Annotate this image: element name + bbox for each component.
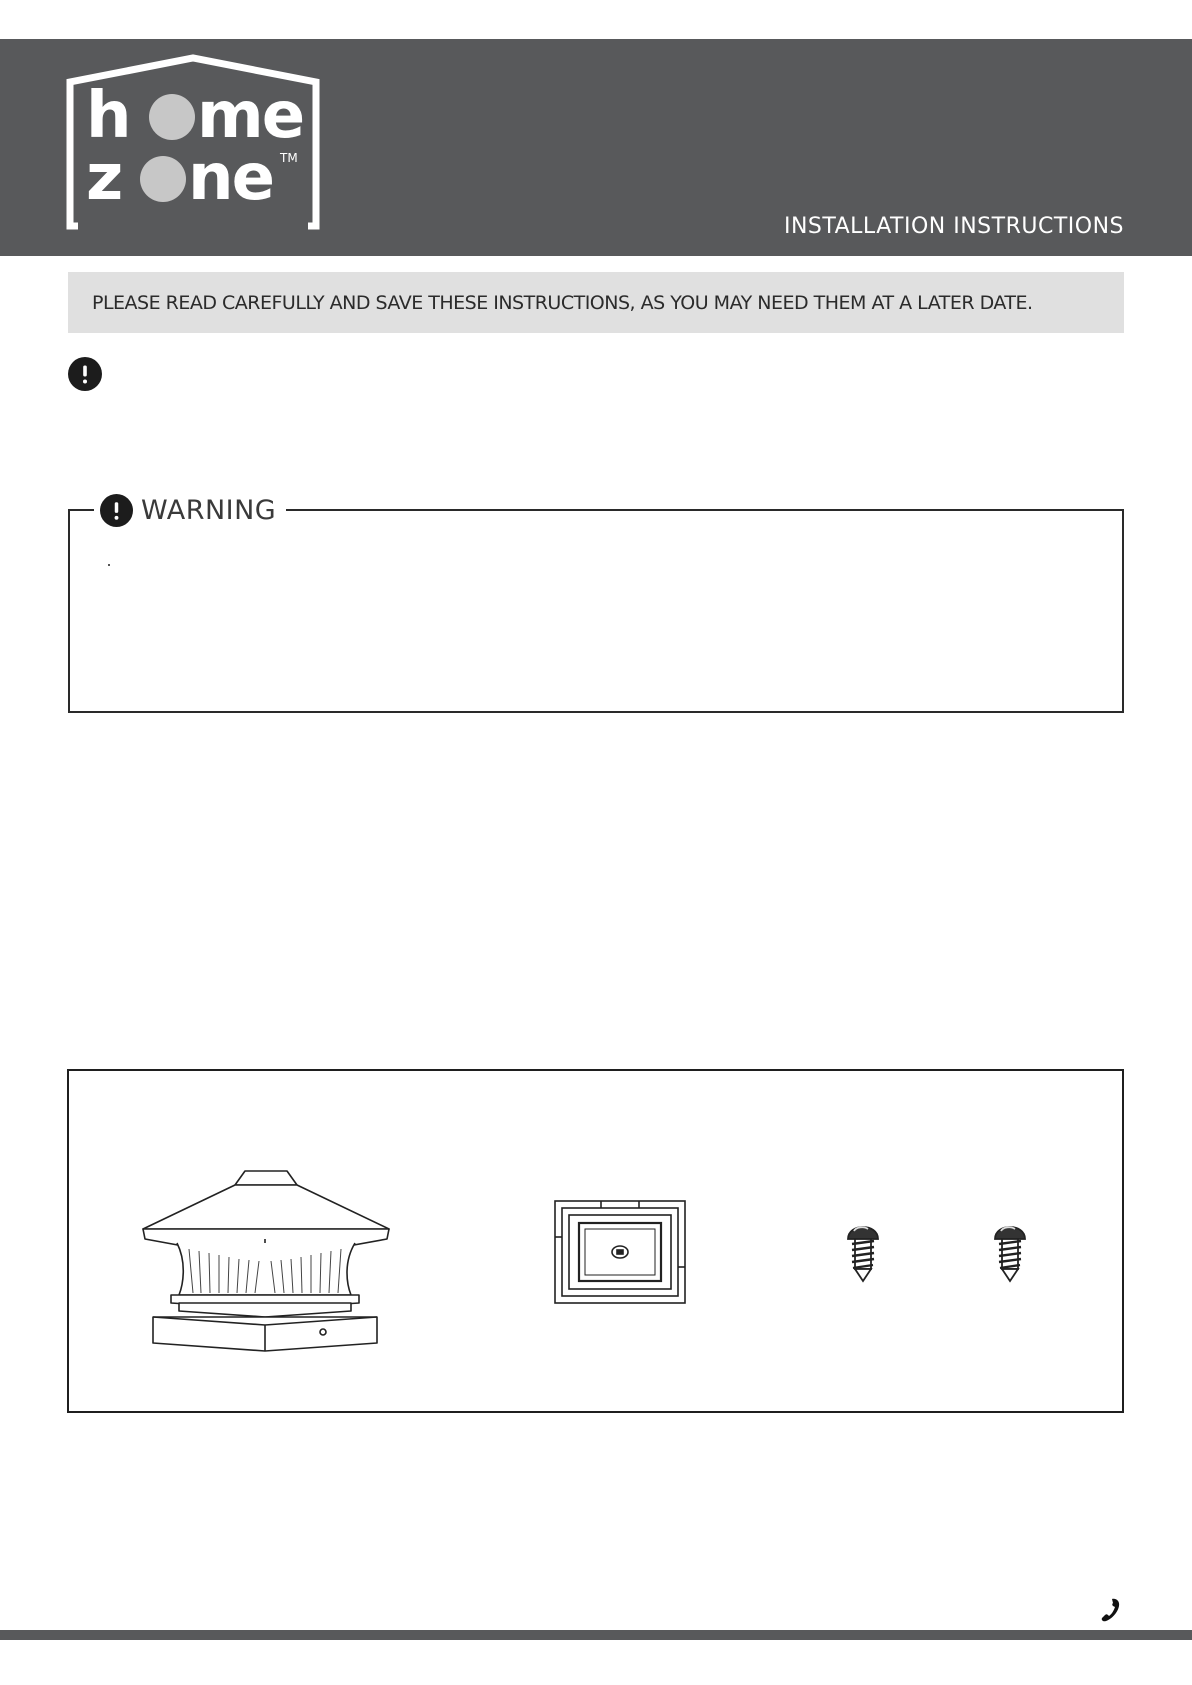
post-cap-light-illustration — [137, 1167, 397, 1353]
screw-illustration — [844, 1219, 882, 1285]
warning-title: WARNING — [141, 494, 277, 526]
notice-bar — [68, 272, 1124, 333]
svg-text:TM: TM — [280, 151, 298, 165]
svg-text:ne: ne — [188, 141, 273, 215]
mounting-plate-illustration — [553, 1199, 687, 1305]
footer-rule — [0, 1630, 1192, 1640]
screw-illustration — [991, 1219, 1029, 1285]
page-title: INSTALLATION INSTRUCTIONS — [783, 214, 1124, 239]
warning-box — [68, 494, 1124, 713]
parts-box — [67, 1069, 1124, 1413]
phone-icon — [1098, 1597, 1122, 1623]
brand-logo — [66, 54, 326, 234]
svg-text:h: h — [86, 79, 130, 153]
warning-text-mark — [108, 564, 110, 566]
exclamation-circle-icon — [100, 494, 133, 527]
exclamation-circle-icon — [68, 357, 102, 391]
svg-text:me: me — [197, 79, 304, 153]
notice-text: PLEASE READ CAREFULLY AND SAVE THESE INSTRUCTIONS, AS YOU MAY NEED THEM AT A LATER DATE. — [92, 291, 1033, 314]
svg-text:z: z — [86, 141, 122, 215]
warning-heading — [94, 491, 286, 529]
